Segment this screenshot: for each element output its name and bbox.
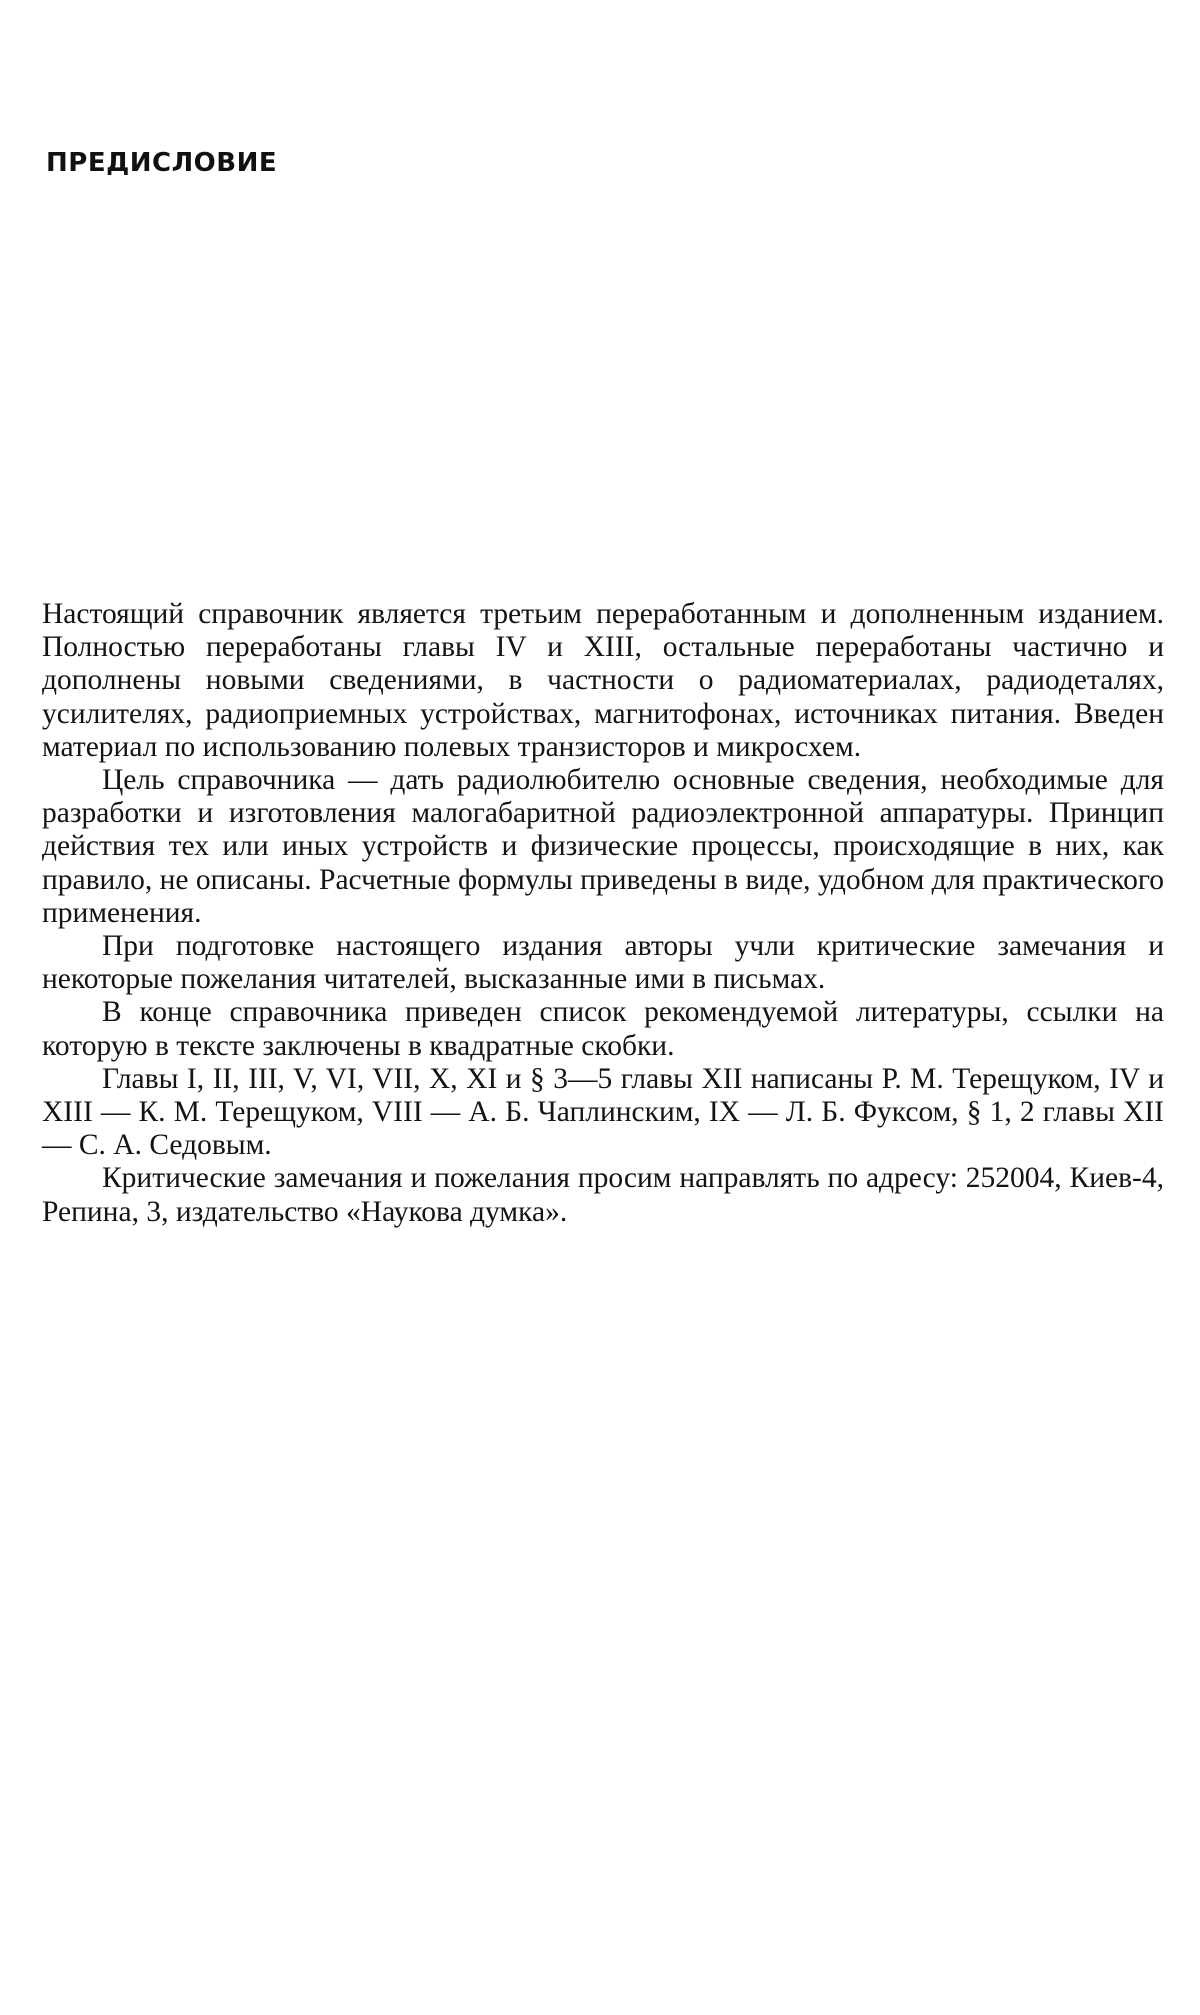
paragraph-edition: Настоящий справочник является третьим переработанным и дополненным изданием. Полностью переработаны главы IV и XIII, остальные переработаны частично и дополнены новыми сведениями, в частности о радиоматериалах, радиодеталях, усилителях, радиоприемных устройствах, магнитофонах, источниках питания. Введен материал по использованию полевых транзисторов и микросхем. [42, 598, 1164, 763]
paragraph-literature: В конце справочника приведен список рекомендуемой литературы, ссылки на которую в тексте заключены в квадратные скобки. [42, 996, 1164, 1062]
paragraph-readers-remarks: При подготовке настоящего издания авторы учли критические замечания и некоторые пожелания читателей, высказанные ими в письмах. [42, 930, 1164, 996]
page-title: ПРЕДИСЛОВИЕ [46, 148, 278, 178]
paragraph-purpose: Цель справочника — дать радиолюбителю основные сведения, необходимые для разработки и изготовления малогабаритной радиоэлектронной аппаратуры. Принцип действия тех или иных устройств и физические процессы, происходящие в них, как правило, не описаны. Расчетные формулы приведены в виде, удобном для практического применения. [42, 764, 1164, 929]
paragraph-authors: Главы I, II, III, V, VI, VII, X, XI и § 3—5 главы XII написаны Р. М. Терещуком, IV и XIII — К. М. Терещуком, VIII — А. Б. Чаплинским, IX — Л. Б. Фуксом, § 1, 2 главы XII — С. А. Седовым. [42, 1062, 1164, 1162]
paragraph-address: Критические замечания и пожелания просим направлять по адресу: 252004, Киев-4, Репина, 3, издательство «Наукова думка». [42, 1162, 1164, 1228]
preface-body [42, 598, 1164, 1229]
